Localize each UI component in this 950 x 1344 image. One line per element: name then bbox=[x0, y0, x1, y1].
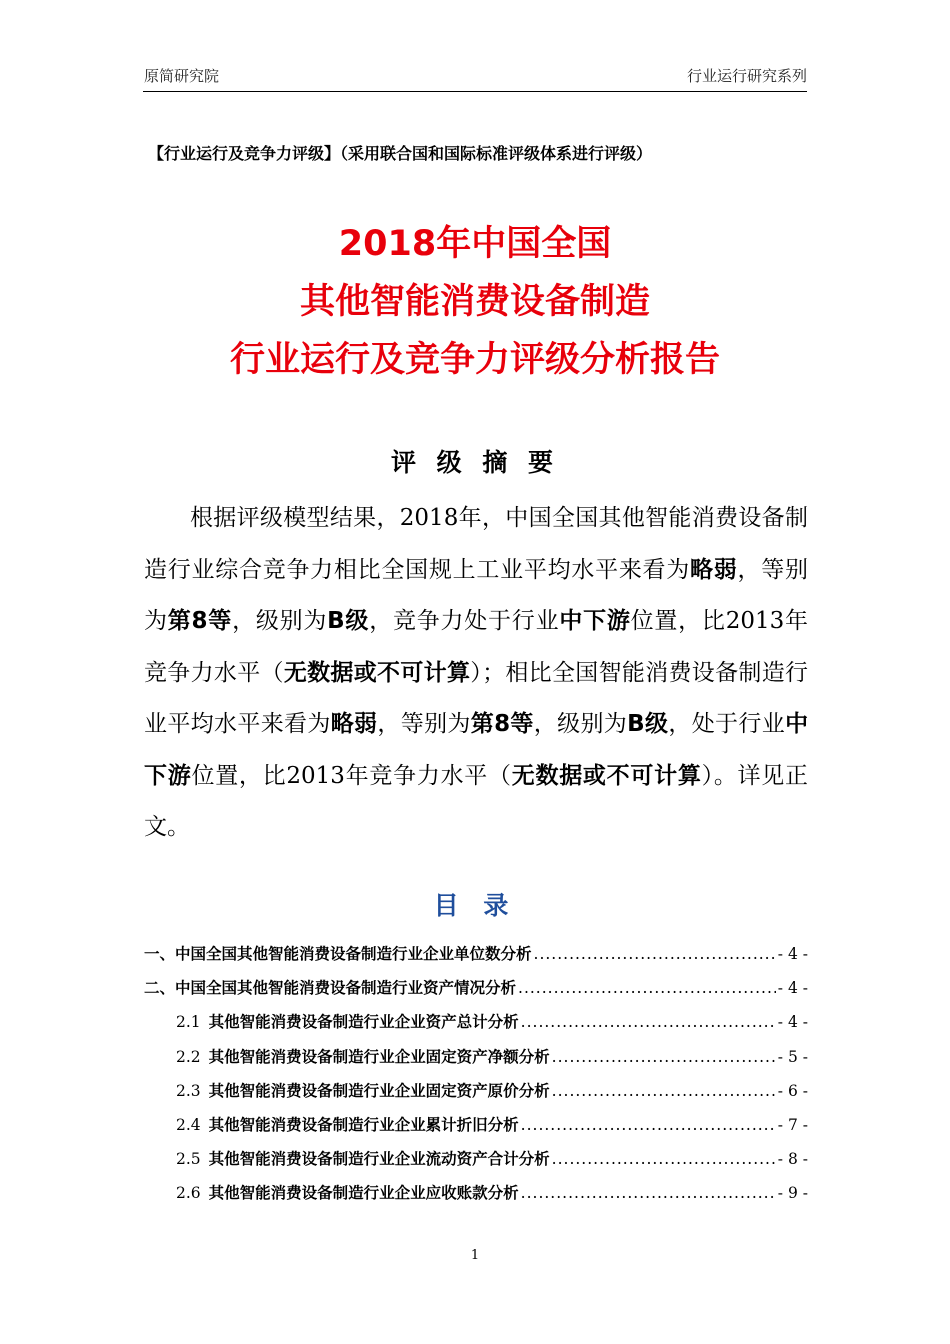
summary-text: ，等别为 bbox=[377, 711, 471, 737]
title-line-1: 2018年中国全国 bbox=[338, 224, 612, 264]
summary-emphasis: 无数据或不可计算 bbox=[511, 762, 702, 789]
toc-entry[interactable] bbox=[144, 1142, 808, 1176]
summary-emphasis: 第8等 bbox=[470, 711, 534, 737]
summary-text: ，级别为 bbox=[232, 608, 328, 634]
toc-entry[interactable] bbox=[144, 937, 808, 971]
toc-entry[interactable] bbox=[144, 971, 808, 1005]
toc-entry[interactable] bbox=[144, 1176, 808, 1210]
summary-emphasis: B级 bbox=[327, 608, 370, 634]
toc-entry-title: 其他智能消费设备制造行业企业资产总计分析 bbox=[208, 1013, 519, 1032]
toc-entry-number: 2.1 bbox=[176, 1013, 201, 1032]
toc-dot-leader bbox=[552, 1074, 776, 1108]
toc-dot-leader bbox=[534, 937, 776, 971]
report-title bbox=[0, 215, 950, 389]
toc-entry-page: - 9 - bbox=[777, 1184, 808, 1203]
toc-dot-leader bbox=[521, 1176, 776, 1210]
toc-entry-title: 一、中国全国其他智能消费设备制造行业企业单位数分析 bbox=[144, 945, 532, 963]
toc-dot-leader bbox=[518, 971, 776, 1005]
toc-entry-page: - 4 - bbox=[777, 1013, 808, 1032]
toc-entry[interactable] bbox=[144, 1005, 808, 1039]
toc-dot-leader bbox=[552, 1040, 776, 1074]
report-tagline: 【行业运行及竞争力评级】（采用联合国和国际标准评级体系进行评级） bbox=[148, 144, 653, 163]
summary-emphasis: 中下游 bbox=[559, 608, 631, 634]
summary-emphasis: 略弱 bbox=[330, 711, 378, 737]
toc-dot-leader bbox=[552, 1142, 776, 1176]
summary-emphasis: 第8等 bbox=[167, 608, 233, 634]
toc-entry-title: 其他智能消费设备制造行业企业流动资产合计分析 bbox=[208, 1150, 550, 1169]
summary-heading: 评 级 摘 要 bbox=[390, 448, 560, 477]
title-line-2: 其他智能消费设备制造 bbox=[299, 282, 650, 322]
toc-entry-number: 2.2 bbox=[176, 1047, 201, 1066]
toc-dot-leader bbox=[521, 1005, 776, 1039]
summary-text: 根据评级模型结果，2018年，中国全国其他智能消费设备制造行业综合竞争力相比全国规上工业平均水平来看为 bbox=[144, 505, 808, 583]
toc-entry-number: 2.3 bbox=[176, 1081, 201, 1100]
toc-entry-number: 2.6 bbox=[176, 1184, 201, 1203]
toc-entry-title: 其他智能消费设备制造行业企业应收账款分析 bbox=[208, 1184, 519, 1203]
header-series-name: 行业运行研究系列 bbox=[686, 67, 807, 85]
page-number: 1 bbox=[470, 1248, 480, 1263]
summary-emphasis: 略弱 bbox=[690, 556, 738, 583]
toc-entry-title: 其他智能消费设备制造行业企业固定资产净额分析 bbox=[208, 1047, 550, 1066]
toc-entry-number: 2.4 bbox=[176, 1115, 201, 1134]
header-org-name: 原简研究院 bbox=[144, 67, 220, 85]
toc-entry-page: - 5 - bbox=[777, 1047, 808, 1066]
summary-text: ，处于行业 bbox=[668, 711, 786, 737]
toc-entry[interactable] bbox=[144, 1108, 808, 1142]
toc-entry-page: - 4 - bbox=[777, 979, 808, 998]
summary-text: 位置，比2013年竞争力水平（ bbox=[191, 762, 512, 789]
header-divider bbox=[143, 91, 807, 92]
toc-entry[interactable] bbox=[144, 1074, 808, 1108]
toc-entry[interactable] bbox=[144, 1040, 808, 1074]
table-of-contents bbox=[144, 937, 808, 1211]
summary-text: ，等别为 bbox=[144, 556, 809, 634]
summary-paragraph bbox=[144, 493, 808, 854]
toc-entry-number: 2.5 bbox=[176, 1150, 201, 1169]
summary-emphasis: 无数据或不可计算 bbox=[283, 659, 471, 686]
toc-entry-page: - 7 - bbox=[777, 1115, 808, 1134]
toc-heading: 目 录 bbox=[433, 891, 517, 920]
toc-entry-page: - 8 - bbox=[777, 1150, 808, 1169]
summary-text: 位置，比2013年竞争力水平（ bbox=[144, 608, 808, 686]
toc-entry-title: 二、中国全国其他智能消费设备制造行业资产情况分析 bbox=[144, 979, 517, 998]
title-line-3: 行业运行及竞争力评级分析报告 bbox=[229, 340, 720, 380]
summary-text: ）。详见正文。 bbox=[144, 762, 809, 840]
summary-emphasis: B级 bbox=[627, 711, 669, 737]
summary-text: ）；相比全国智能消费设备制造行业平均水平来看为 bbox=[144, 659, 809, 737]
summary-emphasis: 中下游 bbox=[144, 711, 809, 789]
summary-text: ，竞争力处于行业 bbox=[369, 608, 560, 634]
toc-dot-leader bbox=[521, 1108, 776, 1142]
toc-entry-title: 其他智能消费设备制造行业企业累计折旧分析 bbox=[208, 1115, 519, 1134]
toc-entry-page: - 6 - bbox=[777, 1081, 808, 1100]
toc-entry-title: 其他智能消费设备制造行业企业固定资产原价分析 bbox=[208, 1081, 550, 1100]
summary-text: ，级别为 bbox=[533, 711, 628, 737]
toc-entry-page: - 4 - bbox=[777, 945, 808, 963]
